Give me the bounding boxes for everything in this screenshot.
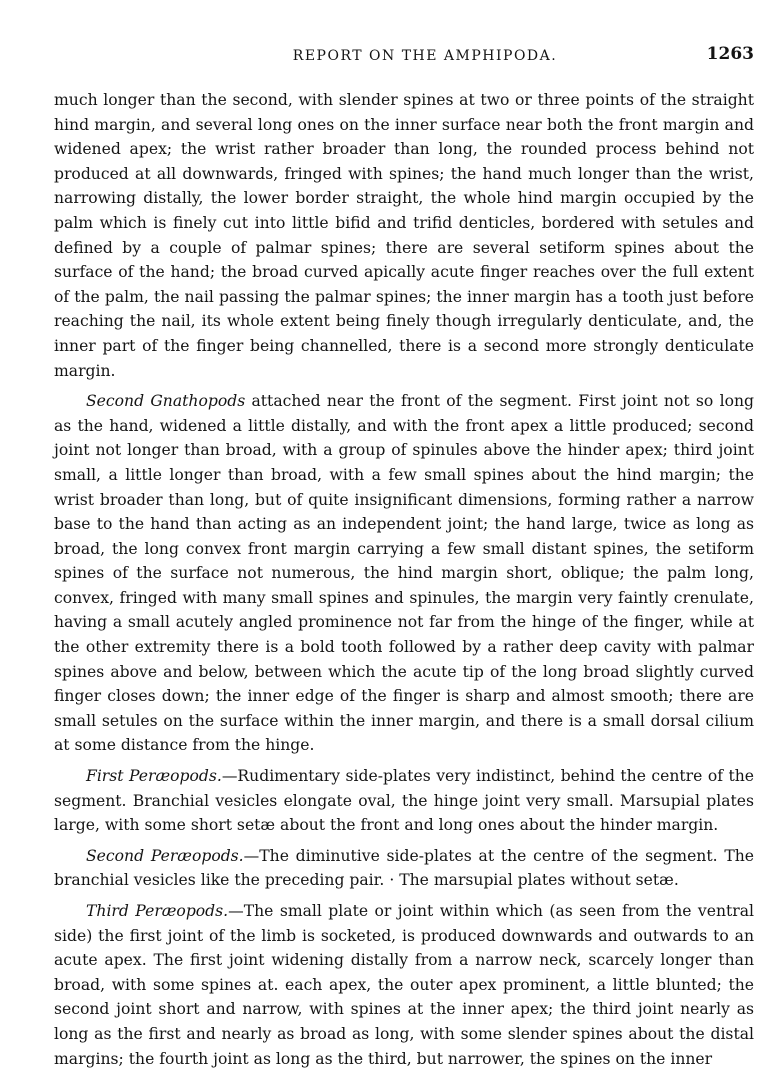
paragraph-first-peraeopods [54, 764, 754, 838]
paragraph-text: —The diminutive side-plates at the centre of the segment. The branchial vesicles like the preceding pair. · The marsupial plates without setæ. [54, 846, 754, 890]
page-header [54, 44, 754, 72]
paragraph-text: —The small plate or joint within which (as seen from the ventral side) the first joint of the limb is socketed, is produced downwards and outwards to an acute apex. The first joint widening distally from a narrow neck, scarcely longer than broad, with some spines at. each apex, the outer apex prominent, a little blunted; the second joint short and narrow, with spines at the inner apex; the third joint nearly as long as the first and nearly as broad as long, with some slender spines about the distal margins; the fourth joint as long as the third, but narrower, the spines on the inner [54, 902, 754, 1068]
paragraph-third-peraeopods [54, 899, 754, 1071]
paragraph-text: —Rudimentary side-plates very indistinct, behind the centre of the segment. Branchial vesicles elongate oval, the hinge joint very small. Marsupial plates large, with some short setæ about the front and long ones about the hinder margin. [54, 767, 754, 835]
paragraph-continuation [54, 88, 754, 383]
section-heading: First Peræopods. [86, 767, 222, 786]
body-text [54, 88, 754, 1071]
section-heading: Second Peræopods. [86, 846, 244, 865]
page-number: 1263 [706, 44, 754, 64]
section-heading: Second Gnathopods [86, 392, 246, 411]
running-title: REPORT ON THE AMPHIPODA. [292, 48, 558, 64]
paragraph-second-gnathopods [54, 389, 754, 758]
paragraph-text: much longer than the second, with slender spines at two or three points of the straight hind margin, and several long ones on the inner surface near both the front margin and widened apex; the wrist rather broader than long, the rounded process behind not produced at all downwards, fringed with spines; the hand much longer than the wrist, narrowing distally, the lower border straight, the whole hind margin occupied by the palm which is finely cut into little bifid and trifid denticles, bordered with setules and defined by a couple of palmar spines; there are several setiform spines about the surface of the hand; the broad curved apically acute finger reaches over the full extent of the palm, the nail passing the palmar spines; the inner margin has a tooth just before reaching the nail, its whole extent being finely though irregularly denticulate, and, the inner part of the finger being channelled, there is a second more strongly denticulate margin. [54, 91, 754, 380]
paragraph-second-peraeopods [54, 844, 754, 893]
paragraph-text: attached near the front of the segment. First joint not so long as the hand, widened a little distally, and with the front apex a little produced; second joint not longer than broad, with a group of spinules above the hinder apex; third joint small, a little longer than broad, with a few small spines about the hind margin; the wrist broader than long, but of quite insignificant dimensions, forming rather a narrow base to the hand than acting as an independent joint; the hand large, twice as long as broad, the long convex front margin carrying a few small distant spines, the setiform spines of the surface not numerous, the hind margin short, oblique; the palm long, convex, fringed with many small spines and spinules, the margin very faintly crenulate, having a small acutely angled prominence not far from the hinge of the finger, while at the other extremity there is a bold tooth followed by a rather deep cavity with palmar spines above and below, between which the acute tip of the long broad slightly curved finger closes down; the inner edge of the finger is sharp and almost smooth; there are small setules on the surface within the inner margin, and there is a small dorsal cilium at some distance from the hinge. [54, 392, 754, 755]
section-heading: Third Peræopods. [86, 902, 229, 920]
